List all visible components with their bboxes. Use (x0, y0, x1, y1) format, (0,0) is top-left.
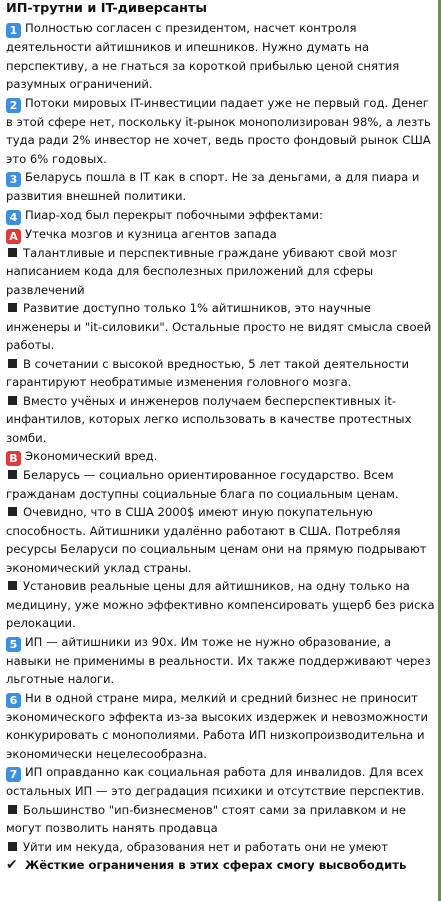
paragraph-4 (6, 206, 435, 225)
square-bullet-icon (8, 248, 17, 257)
bullet-c2 (6, 838, 435, 857)
section-b-text: Экономический вред. (25, 449, 158, 463)
bullet-b2 (6, 503, 435, 577)
number-badge-2: 2 (6, 98, 21, 113)
paragraph-5-text: ИП — айтишники из 90х. Им тоже не нужно образование, а навыки не применимы в реальности. Их также поддерживают через льготные налоги. (6, 634, 431, 686)
paragraph-1-text: Полностью согласен с президентом, насчет контроля деятельности айтишников и ипешников. Нужно думать на перспективу, а не гнаться за короткой прибылью ценой снятия разумных ограничений. (6, 21, 400, 91)
number-badge-5: 5 (6, 637, 21, 652)
paragraph-7 (6, 763, 435, 801)
paragraph-2 (6, 94, 435, 169)
paragraph-6 (6, 689, 435, 764)
bullet-a4-text: Вместо учёных и инженеров получаем бесперспективных it-инфантилов, которых легко использовать в качестве протестных зомби. (6, 393, 412, 445)
paragraph-7-text: ИП оправданно как социальная работа для инвалидов. Для всех остальных ИП — это деградация психики и отсутствие перспектив. (6, 765, 425, 798)
number-badge-3: 3 (6, 172, 21, 187)
final-line-text: Жёсткие ограничения в этих сферах смогу высвободить (25, 858, 407, 872)
paragraph-3-text: Беларусь пошла в IT как в спорт. Не за деньгами, а для пиара и развития внешней политики. (6, 170, 420, 203)
square-bullet-icon (8, 507, 17, 516)
paragraph-3 (6, 168, 435, 206)
number-badge-1: 1 (6, 23, 21, 38)
bullet-b2-text: Очевидно, что в США 2000$ имеют иную покупательную способность. Айтишники удалённо работают в США. Потребляя ресурсы Беларуси по социальным ценам они на прямую подрывают экономический уклад страны. (6, 505, 427, 575)
letter-badge-a: A (6, 229, 21, 244)
square-bullet-icon (8, 842, 17, 851)
square-bullet-icon (8, 359, 17, 368)
number-badge-7: 7 (6, 767, 21, 782)
bullet-a3-text: В сочетании с высокой вредностью, 5 лет такой деятельности гарантируют необратимые изменения головного мозга. (6, 356, 410, 389)
bullet-b3 (6, 577, 435, 633)
bullet-a1-text: Талантливые и перспективные граждане убивают свой мозг написанием кода для бесполезных приложений для сферы развлечений (6, 245, 398, 297)
paragraph-5 (6, 633, 435, 689)
number-badge-4: 4 (6, 210, 21, 225)
bullet-c2-text: Уйти им некуда, образования нет и работать они не умеют (23, 839, 389, 854)
paragraph-6-text: Ни в одной стране мира, мелкий и средний бизнес не приносит экономического эффекта из-за высоких издержек и невозможности конкурировать с монополиями. Работа ИП низкопроизводительна и экономически нецелесообразна. (6, 690, 429, 761)
square-bullet-icon (8, 470, 17, 479)
paragraph-2-text: Потоки мировых IT-инвестиции падает уже не первый год. Денег в этой сфере нет, поскольку it-рынок монополизирован 98%, а лезть туда ради 2% инвестор не хочет, ведь просто фондовый рынок США это 6% годовых. (6, 95, 431, 166)
final-line (6, 856, 435, 875)
square-bullet-icon (8, 805, 17, 814)
bullet-c1 (6, 801, 435, 838)
post-title: ИП-трутни и IT-диверсанты (6, 1, 207, 16)
section-a-text: Утечка мозгов и кузница агентов запада (25, 226, 277, 241)
square-bullet-icon (8, 581, 17, 590)
section-b-heading (6, 447, 435, 466)
bullet-b3-text: Установив реальные цены для айтишников, на одну только на медицину, уже можно эффективно компенсировать ущерб без риска релокации. (6, 579, 435, 630)
number-badge-6: 6 (6, 693, 21, 708)
checkmark-icon: ✔ (6, 857, 18, 873)
paragraph-1 (6, 19, 435, 94)
bullet-c1-text: Большинство "ип-бизнесменов" стоят сами за прилавком и не могут позволить нанять продавца (6, 802, 407, 835)
bullet-b1-text: Беларусь — социально ориентированное государство. Всем гражданам доступны социальные блага по социальным ценам. (6, 468, 399, 501)
bullet-a2 (6, 299, 435, 355)
bullet-a2-text: Развитие доступно только 1% айтишников, это научные инженеры и "it-силовики". Остальные просто не видят смысла своей работы. (6, 301, 432, 352)
bullet-b1 (6, 466, 435, 503)
bullet-a3 (6, 355, 435, 392)
bullet-a4 (6, 392, 435, 448)
bullet-a1 (6, 244, 435, 300)
letter-badge-b: B (6, 451, 21, 466)
square-bullet-icon (8, 303, 17, 312)
square-bullet-icon (8, 396, 17, 405)
paragraph-4-text: Пиар-ход был перекрыт побочными эффектами: (25, 207, 323, 222)
section-a-heading (6, 225, 435, 244)
